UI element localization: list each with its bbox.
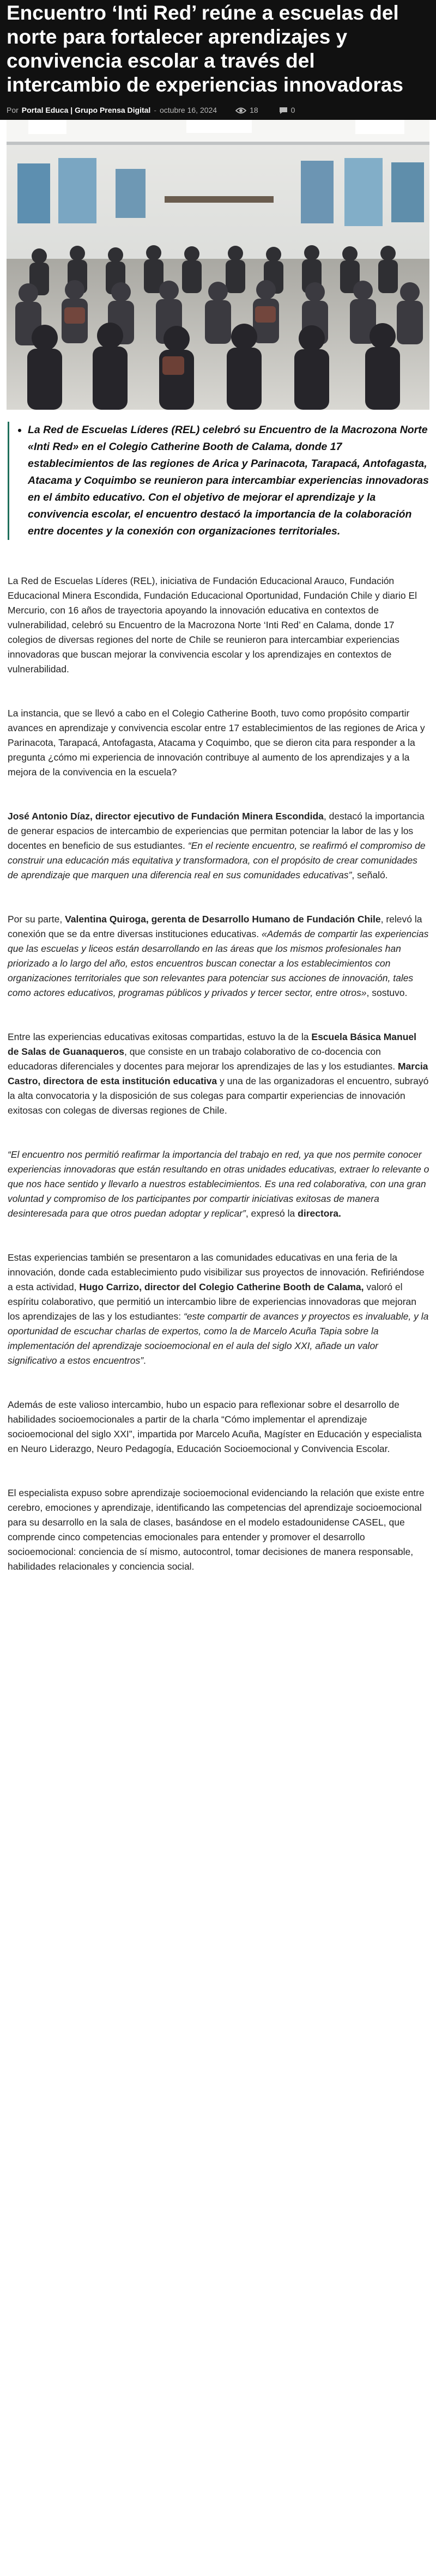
p3-text-1: , destacó la importancia de generar espacios de intercambio de experiencias que permitan potenciar la labor de las y los docentes en beneficio de sus estudiantes. <box>8 811 425 852</box>
paragraph-9: El especialista expuso sobre aprendizaje socioemocional evidenciando la relación que existe entre cerebro, emociones y aprendizaje, identificando las competencias del aprendizaje socioemocional para su desarrollo en la sala de clases, basándose en el modelo estadounidense CASEL, que comprende cinco competencias emocionales para entender y promover el desarrollo socioemocional: conciencia de sí mismo, autocontrol, tomar decisiones de manera responsable, habilidades relacionales y conciencia social. <box>8 1487 425 1572</box>
article-hero-image <box>7 120 429 410</box>
p4-quote: «Además de compartir las experiencias que las escuelas y liceos están desarrollando en las áreas que los mismos profesionales han priorizado a lo largo del año, estos encuentros buscan conectar a los establecimientos con organizaciones territoriales que son relevantes para potenciar sus acciones de innovación, tales como actores educativos, programas públicos y privados y tercer sector, entre otros» <box>8 928 429 999</box>
publish-date: octubre 16, 2024 <box>160 106 217 115</box>
paragraph-8: Además de este valioso intercambio, hubo un espacio para reflexionar sobre el desarrollo de habilidades socioemocionales a partir de la charla “Cómo implementar el aprendizaje socioemocional del siglo XXI”, impartida por Marcelo Acuña, Magíster en Educación y especialista en Neuro Liderazgo, Neuro Pedagogía, Educación Socioemocional y Convivencia Escolar. <box>8 1399 422 1455</box>
author-link[interactable]: Portal Educa | Grupo Prensa Digital <box>21 106 151 115</box>
meta-separator: - <box>154 106 156 115</box>
p3-text-2: , señaló. <box>352 870 388 881</box>
p5-text-3: y una de las organizadoras el encuentro, subrayó la alta convocatoria y la disposición de sus colegas para compartir experiencias de innovación exitosas con colegas de diversas regiones de Chile. <box>8 1076 429 1116</box>
p7-text-3: . <box>143 1355 146 1366</box>
p3-quote: “En el reciente encuentro, se reafirmó el compromiso de construir una educación más equitativa y transformadora, con el propósito de crear comunidades de aprendizaje que marquen una diferencia real en sus comunidades educativas” <box>8 840 426 881</box>
by-label: Por <box>7 106 19 115</box>
article-meta <box>7 106 427 114</box>
p7-speaker: Hugo Carrizo, director del Colegio Catherine Booth de Calama, <box>79 1281 364 1293</box>
p4-text-3: , sostuvo. <box>366 987 408 999</box>
p3-speaker: José Antonio Díaz, director ejecutivo de Fundación Minera Escondida <box>8 811 324 822</box>
paragraph-7 <box>8 1250 429 1368</box>
article-body <box>0 422 436 1574</box>
article-lead <box>8 422 429 540</box>
paragraph-5 <box>8 1030 429 1118</box>
paragraph-4 <box>8 912 429 1000</box>
p7-quote: “este compartir de avances y proyectos es invaluable, y la oportunidad de escuchar charlas de expertos, como la de Marcelo Acuña Tapia sobre la implementación del aprendizaje socioemocional en el aula del siglo XXI, añade un valor significativo a estos encuentros” <box>8 1311 429 1366</box>
comment-icon[interactable] <box>279 106 288 114</box>
lead-item: • La Red de Escuelas Líderes (REL) celebró su Encuentro de la Macrozona Norte «Inti Red» en el Colegio Catherine Booth de Calama, donde 17 establecimientos de las regiones de Arica y Parinacota, Tarapacá, Antofagasta, Atacama y Coquimbo se reunieron para intercambiar experiencias innovadoras en el ámbito educativo. Con el objetivo de mejorar el aprendizaje y la convivencia escolar, el encuentro destacó la importancia de la colaboración entre docentes y la conexión con organizaciones territoriales. <box>28 422 429 540</box>
p4-text-1: Por su parte, <box>8 914 65 925</box>
p5-school: Escuela Básica Manuel de Salas de Guanaqueros <box>8 1031 416 1058</box>
paragraph-1: La Red de Escuelas Líderes (REL), iniciativa de Fundación Educacional Arauco, Fundación Educacional Minera Escondida, Fundación Educacional Oportunidad, Fundación Chile y diario El Mercurio, con 16 años de trayectoria apoyando la innovación educativa en contextos de vulnerabilidad, celebró su Encuentro de la Macrozona Norte ‘Inti Red’ en Calama, donde 17 colegios de diversas regiones del norte de Chile se reunieron para intercambiar experiencias innovadoras que buscan mejorar la convivencia escolar y los aprendizajes en contextos de vulnerabilidad. <box>8 575 417 675</box>
p5-speaker: Marcia Castro, directora de esta institución educativa <box>8 1061 428 1087</box>
p6-quote: “El encuentro nos permitió reafirmar la importancia del trabajo en red, ya que nos permite conocer experiencias innovadoras que están resultando en otras unidades educativas, extraer lo relevante o que nos hace sentido y llevarlo a nuestros establecimientos. Es una red colaborativa, con una gran voluntad y compromiso de los participantes por compartir iniciativas exitosas de manera desinteresada para que otros puedan adoptar y replicar” <box>8 1149 429 1219</box>
article-title: Encuentro ‘Inti Red’ reúne a escuelas del norte para fortalecer aprendizajes y convivencia escolar a través del intercambio de experiencias innovadoras <box>7 2 403 96</box>
article-header <box>0 0 436 120</box>
p7-text-2: valoró el espíritu colaborativo, que permitió un intercambio libre de experiencias innovadoras que mejoran los aprendizajes de las y los estudiantes: <box>8 1281 417 1322</box>
eye-icon <box>235 106 246 114</box>
p5-text-1: Entre las experiencias educativas exitosas compartidas, estuvo la de la <box>8 1031 312 1043</box>
p6-text-1: , expresó la <box>245 1208 298 1219</box>
comment-count[interactable]: 0 <box>290 106 295 115</box>
p4-speaker: Valentina Quiroga, gerenta de Desarrollo Humano de Fundación Chile <box>65 914 381 925</box>
paragraph-2: La instancia, que se llevó a cabo en el Colegio Catherine Booth, tuvo como propósito compartir avances en aprendizaje y convivencia escolar entre 17 establecimientos de las regiones de Arica y Parinacota, Tarapacá, Antofagasta, Atacama y Coquimbo, que se dieron cita para responder a la pregunta ¿cómo mi experiencia de innovación contribuye al aumento de los aprendizajes y a la mejora de la convivencia en la escuela? <box>8 708 425 778</box>
p5-text-2: , que consiste en un trabajo colaborativo de co-docencia con educadoras diferenciales y docentes para mejorar los aprendizajes de las y los estudiantes. <box>8 1046 398 1072</box>
paragraph-3 <box>8 809 429 883</box>
view-count: 18 <box>250 106 258 115</box>
p7-text-1: Estas experiencias también se presentaron a las comunidades educativas en una feria de la innovación, donde cada establecimiento pudo visibilizar sus proyectos de innovación. Refiriéndose a esta actividad, <box>8 1252 425 1293</box>
p4-text-2: , relevó la conexión que se da entre diversas instituciones educativas. <box>8 914 422 940</box>
paragraph-6 <box>8 1147 429 1221</box>
p6-speaker: directora. <box>298 1208 341 1219</box>
